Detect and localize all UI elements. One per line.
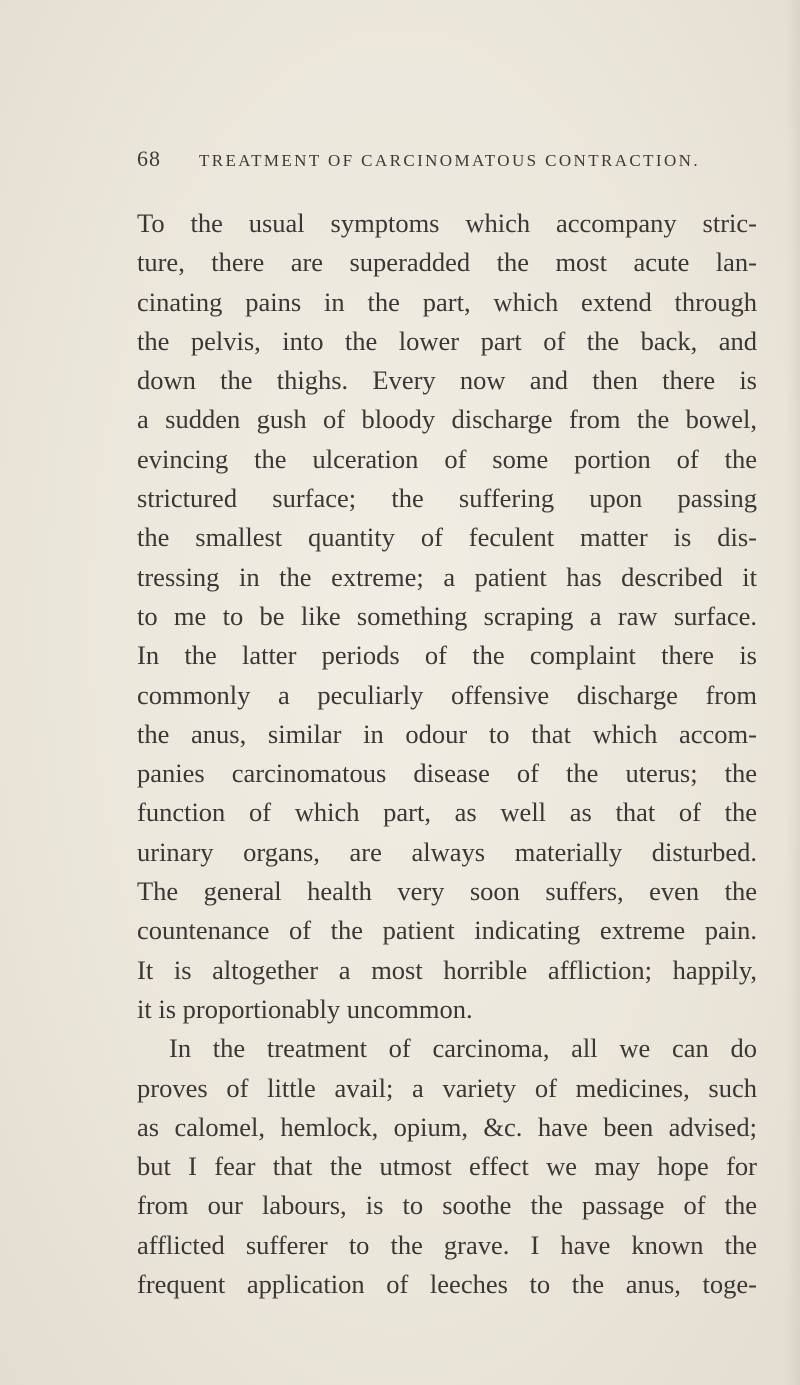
text-line: frequent application of leeches to the anus, toge-	[137, 1269, 757, 1300]
paragraph-2	[137, 1029, 757, 1304]
text-line: panies carcinomatous disease of the uterus; the	[137, 758, 757, 789]
text-line: In the treatment of carcinoma, all we can do	[169, 1033, 757, 1064]
text-line: down the thighs. Every now and then there is	[137, 365, 757, 396]
text-line: as calomel, hemlock, opium, &c. have been advised;	[137, 1111, 757, 1142]
text-line: To the usual symptoms which accompany stric-	[137, 208, 757, 238]
running-header	[137, 146, 757, 176]
text-line: function of which part, as well as that of the	[137, 797, 757, 828]
text-line: evincing the ulceration of some portion of the	[137, 443, 757, 474]
text-line: cinating pains in the part, which extend through	[137, 286, 757, 317]
text-line: In the latter periods of the complaint there is	[137, 640, 757, 671]
text-line: the anus, similar in odour to that which accom-	[137, 718, 757, 749]
text-line: proves of little avail; a variety of medicines, such	[137, 1072, 757, 1103]
text-line: It is altogether a most horrible affliction; happily,	[137, 954, 757, 985]
text-line: it is proportionably uncommon.	[137, 993, 473, 1024]
text-line: afflicted sufferer to the grave. I have known the	[137, 1229, 757, 1260]
text-line: urinary organs, are always materially disturbed.	[137, 836, 757, 867]
running-title: TREATMENT OF CARCINOMATOUS CONTRACTION.	[199, 151, 701, 170]
text-line: countenance of the patient indicating extreme pain.	[137, 915, 757, 946]
text-line: to me to be like something scraping a raw surface.	[137, 600, 757, 631]
page-edge-shadow	[786, 0, 800, 1385]
text-line: strictured surface; the suffering upon passing	[137, 483, 757, 514]
text-line: the smallest quantity of feculent matter is dis-	[137, 522, 757, 553]
text-line: a sudden gush of bloody discharge from the bowel,	[137, 404, 757, 435]
page-number: 68	[137, 146, 161, 171]
text-line: from our labours, is to soothe the passage of the	[137, 1190, 757, 1221]
text-line: but I fear that the utmost effect we may hope for	[137, 1151, 757, 1182]
body-text	[137, 204, 757, 1304]
text-line: commonly a peculiarly offensive discharge from	[137, 679, 757, 710]
text-line: The general health very soon suffers, even the	[137, 876, 757, 907]
text-line: tressing in the extreme; a patient has described it	[137, 561, 757, 592]
paragraph-1	[137, 204, 757, 1029]
text-line: the pelvis, into the lower part of the back, and	[137, 325, 757, 356]
text-line: ture, there are superadded the most acute lan-	[137, 247, 757, 278]
